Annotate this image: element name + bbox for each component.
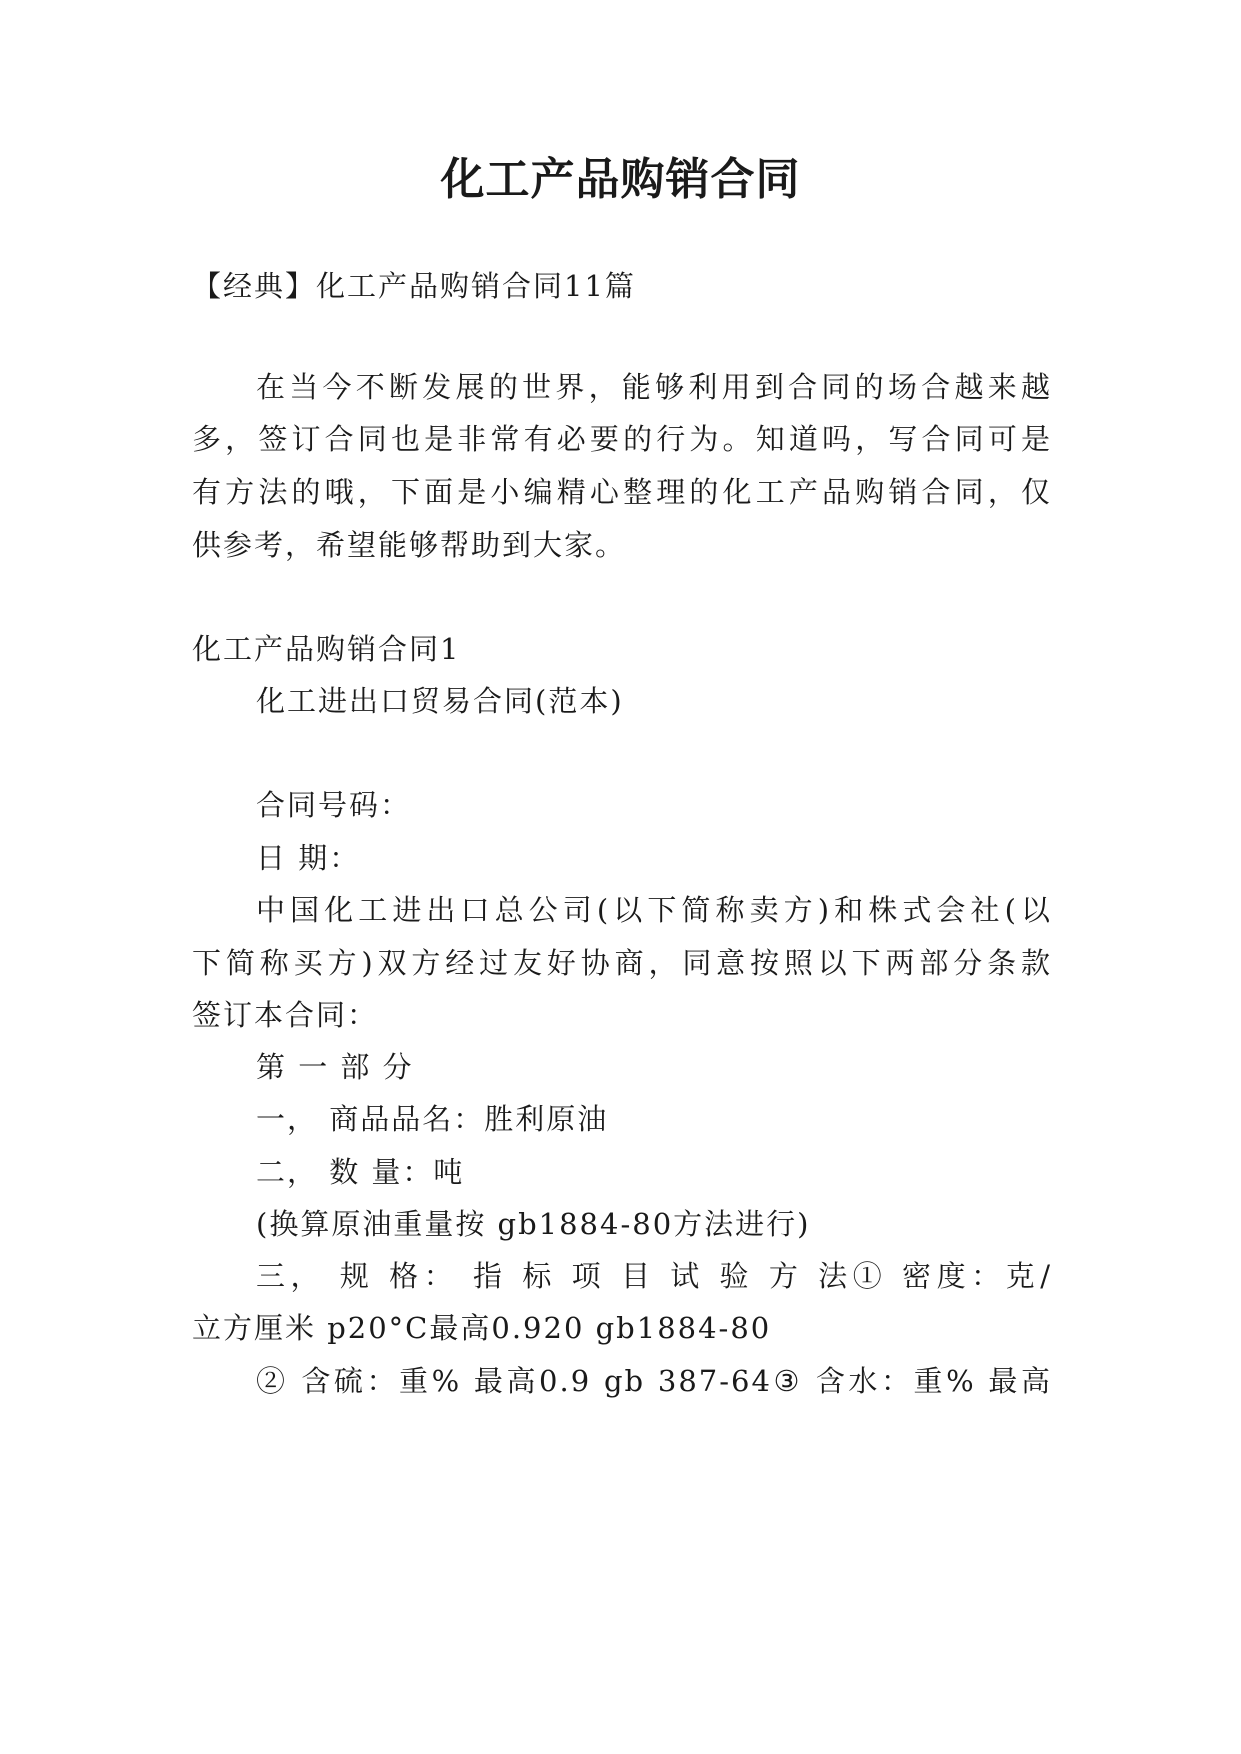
clause-3-line-3: ② 含硫：重% 最高0.9 gb 387-64③ 含水：重% 最高 <box>256 1364 1052 1398</box>
parties-line-1: 中国化工进出口总公司(以下简称卖方)和株式会社(以 <box>256 893 1052 927</box>
contract-title: 化工进出口贸易合同(范本) <box>256 684 624 718</box>
clause-2: 二， 数 量：吨 <box>256 1155 465 1189</box>
part-one-heading: 第 一 部 分 <box>256 1050 414 1084</box>
parties-line-2: 下简称买方)双方经过友好协商，同意按照以下两部分条款 <box>192 946 1052 980</box>
intro-line-3: 有方法的哦，下面是小编精心整理的化工产品购销合同，仅 <box>192 475 1052 509</box>
parties-line-3: 签订本合同： <box>192 998 379 1032</box>
document-title: 化工产品购销合同 <box>440 154 801 205</box>
clause-2-note: (换算原油重量按 gb1884-80方法进行) <box>256 1207 811 1241</box>
clause-3-line-1: 三， 规 格： 指 标 项 目 试 验 方 法① 密度：克/ <box>256 1259 1052 1293</box>
section-heading: 化工产品购销合同1 <box>192 632 461 666</box>
date-label: 日 期： <box>256 841 361 875</box>
clause-3-line-2: 立方厘米 p20°C最高0.920 gb1884-80 <box>192 1311 772 1345</box>
contract-number-label: 合同号码： <box>256 788 412 822</box>
clause-1: 一， 商品品名：胜利原油 <box>256 1102 609 1136</box>
intro-line-4: 供参考，希望能够帮助到大家。 <box>192 528 627 562</box>
document-subtitle: 【经典】化工产品购销合同11篇 <box>192 269 636 303</box>
intro-line-1: 在当今不断发展的世界，能够利用到合同的场合越来越 <box>256 370 1052 404</box>
intro-line-2: 多，签订合同也是非常有必要的行为。知道吗，写合同可是 <box>192 422 1052 456</box>
